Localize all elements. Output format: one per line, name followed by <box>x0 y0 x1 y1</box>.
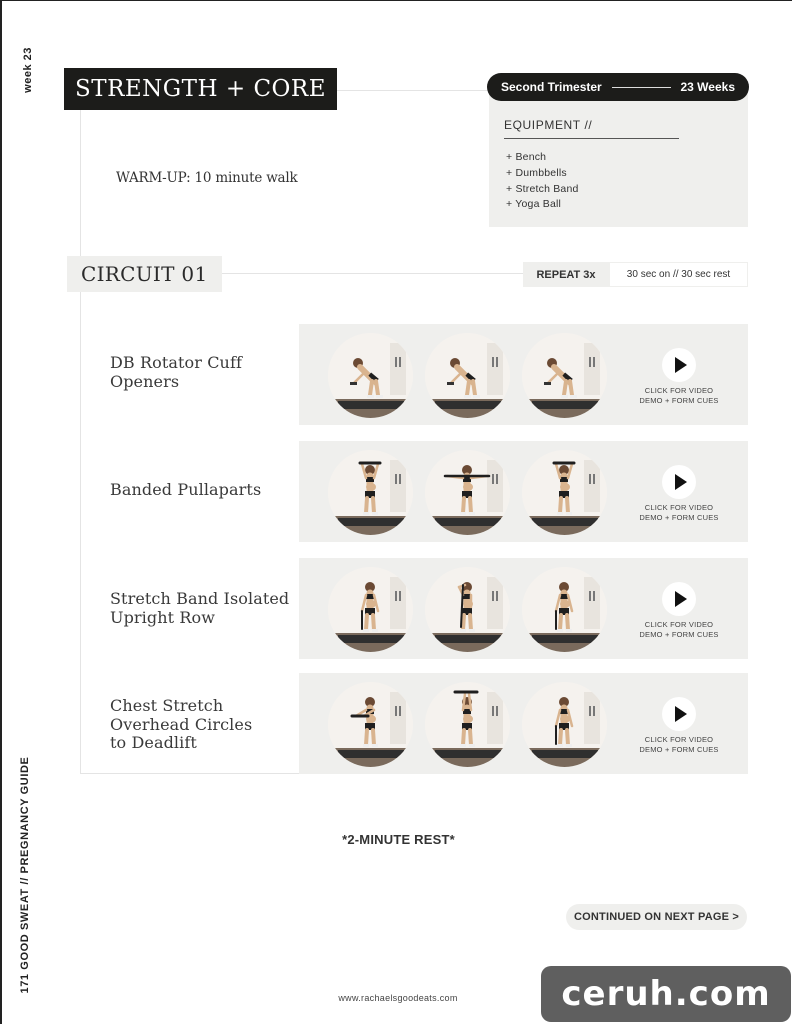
continued-button[interactable]: CONTINUED ON NEXT PAGE > <box>566 904 747 930</box>
rest-note: *2-MINUTE REST* <box>342 832 455 847</box>
page-title-block <box>64 68 337 110</box>
exercise-photo[interactable] <box>425 450 510 535</box>
page-title: STRENGTH + CORE <box>74 76 327 102</box>
title-divider <box>337 90 492 91</box>
trimester-badge <box>487 73 749 101</box>
exercise-name-line: Banded Pullaparts <box>110 480 262 499</box>
exercise-row <box>299 324 748 425</box>
exercise-photo[interactable] <box>425 567 510 652</box>
video-cta-line: CLICK FOR VIDEO <box>644 503 714 512</box>
content-frame-bottom <box>80 773 300 774</box>
guide-label: 171 GOOD SWEAT // PREGNANCY GUIDE <box>19 756 31 994</box>
footer-url[interactable]: www.rachaelsgoodeats.com <box>338 993 458 1003</box>
week-label: week 23 <box>22 47 34 93</box>
equipment-item: + Yoga Ball <box>506 198 562 211</box>
exercise-name <box>110 354 242 391</box>
video-cta-line: DEMO + FORM CUES <box>639 629 719 639</box>
play-icon[interactable] <box>662 465 696 499</box>
exercise-photo[interactable] <box>328 682 413 767</box>
exercise-name <box>110 590 289 627</box>
sidebar-guide <box>10 745 40 1005</box>
video-cta-line: CLICK FOR VIDEO <box>644 620 714 629</box>
exercise-photo[interactable] <box>328 450 413 535</box>
exercise-name <box>110 697 252 753</box>
video-link[interactable] <box>625 582 733 639</box>
exercise-photo[interactable] <box>522 682 607 767</box>
trimester-label: Second Trimester <box>501 80 602 94</box>
watermark <box>541 966 791 1022</box>
exercise-row <box>299 558 748 659</box>
video-cta-line: DEMO + FORM CUES <box>639 395 719 405</box>
page-frame-left <box>0 0 2 1024</box>
sidebar-week <box>10 44 46 96</box>
play-icon[interactable] <box>662 697 696 731</box>
exercise-row <box>299 441 748 542</box>
repeat-badge: REPEAT 3x <box>523 262 609 287</box>
exercise-row <box>299 673 748 774</box>
trimester-divider <box>612 87 671 88</box>
video-cta-line: CLICK FOR VIDEO <box>644 735 714 744</box>
warmup-text: WARM-UP: 10 minute walk <box>116 170 298 186</box>
exercise-name-line: Chest Stretch <box>110 696 224 715</box>
exercise-photo[interactable] <box>425 682 510 767</box>
exercise-name-line: Stretch Band Isolated <box>110 589 290 608</box>
exercise-name-line: DB Rotator Cuff <box>110 353 243 372</box>
video-link[interactable] <box>625 348 733 405</box>
video-cta-line: DEMO + FORM CUES <box>639 512 719 522</box>
video-link[interactable] <box>625 465 733 522</box>
exercise-photo[interactable] <box>522 450 607 535</box>
video-cta-line: DEMO + FORM CUES <box>639 744 719 754</box>
exercise-name-line: Openers <box>110 371 180 391</box>
equipment-item: + Bench <box>506 151 547 163</box>
exercise-photo[interactable] <box>522 333 607 418</box>
weeks-label: 23 Weeks <box>680 80 735 94</box>
exercise-photo[interactable] <box>328 333 413 418</box>
exercise-name-line: Overhead Circles <box>110 714 253 734</box>
exercise-photo[interactable] <box>328 567 413 652</box>
page-frame-top <box>0 0 792 1</box>
exercise-photo[interactable] <box>522 567 607 652</box>
video-cta-line: CLICK FOR VIDEO <box>644 386 714 395</box>
content-frame-left <box>80 110 81 774</box>
exercise-photo[interactable] <box>425 333 510 418</box>
equipment-rule <box>504 138 679 139</box>
equipment-list <box>506 150 579 213</box>
equipment-title: EQUIPMENT // <box>504 118 593 132</box>
play-icon[interactable] <box>662 582 696 616</box>
circuit-divider <box>222 273 523 274</box>
watermark-text: ceruh.com <box>561 974 771 1014</box>
circuit-label <box>67 256 222 292</box>
equipment-item: + Dumbbells <box>506 166 567 179</box>
equipment-item: + Stretch Band <box>506 182 579 195</box>
timing-badge: 30 sec on // 30 sec rest <box>609 262 748 287</box>
exercise-name <box>110 481 261 500</box>
exercise-name-line: to Deadlift <box>110 733 197 752</box>
play-icon[interactable] <box>662 348 696 382</box>
exercise-name-line: Upright Row <box>110 607 216 627</box>
circuit-title: CIRCUIT 01 <box>81 262 208 286</box>
video-link[interactable] <box>625 697 733 754</box>
